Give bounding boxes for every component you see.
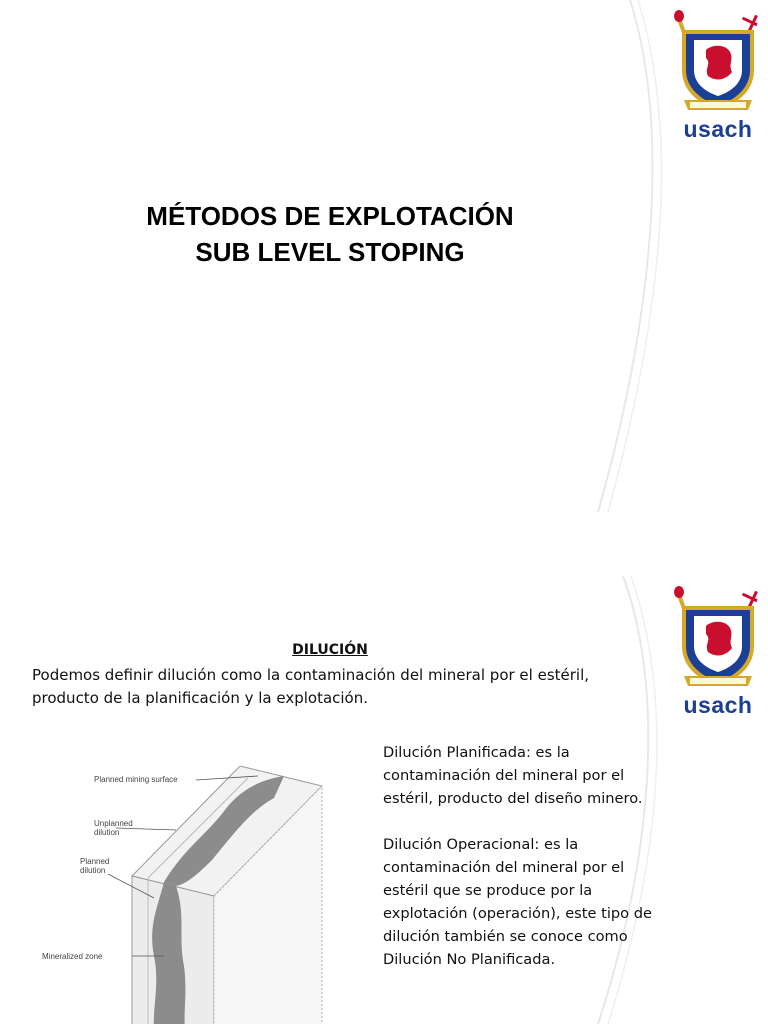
section-heading: DILUCIÓN bbox=[292, 642, 368, 658]
dilution-diagram bbox=[36, 766, 336, 1024]
definition-planned: Dilución Planificada: es la contaminación del mineral por el estéril, producto del diseño minero. bbox=[383, 744, 643, 807]
page-title bbox=[80, 198, 580, 270]
usach-logo-text: usach bbox=[683, 116, 753, 142]
dilution-slide bbox=[0, 576, 768, 1024]
usach-logo-text: usach bbox=[683, 692, 753, 718]
usach-crest-icon bbox=[670, 586, 766, 696]
title-line-1: MÉTODOS DE EXPLOTACIÓN bbox=[146, 201, 514, 231]
title-line-2: SUB LEVEL STOPING bbox=[195, 237, 465, 267]
usach-logo bbox=[670, 10, 766, 150]
label-mineralized-zone: Mineralized zone bbox=[42, 952, 103, 961]
usach-logo bbox=[670, 586, 766, 726]
label-planned-1: Planned bbox=[80, 857, 110, 866]
definitions bbox=[383, 741, 653, 994]
usach-crest-icon bbox=[670, 10, 766, 120]
definition-operational: Dilución Operacional: es la contaminación del mineral por el estéril que se produce por la explotación (operación), este tipo de dilución también se conoce como Dilución No Planificada. bbox=[383, 836, 652, 968]
label-planned-2: dilution bbox=[80, 866, 106, 875]
intro-paragraph: Podemos definir dilución como la contaminación del mineral por el estéril, producto de la planificación y la explotación. bbox=[32, 666, 590, 707]
label-planned-mining-surface: Planned mining surface bbox=[94, 775, 178, 784]
label-unplanned-2: dilution bbox=[94, 828, 120, 837]
label-unplanned-1: Unplanned bbox=[94, 819, 133, 828]
